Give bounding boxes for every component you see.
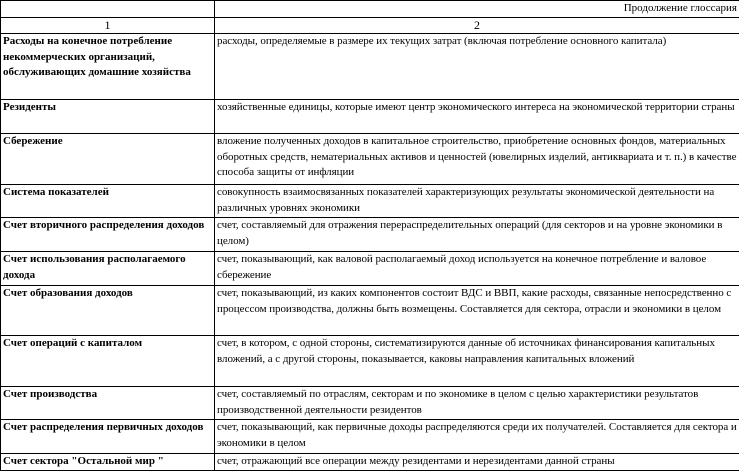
glossary-definition: счет, показывающий, как первичные доходы распределяются среди их получателей. Составляется для сектора и экономики в целом — [215, 420, 739, 454]
column-number-row — [1, 18, 739, 34]
glossary-term: Счет распределения первичных доходов — [1, 420, 215, 454]
glossary-term: Система показателей — [1, 185, 215, 218]
continuation-row — [1, 1, 739, 18]
table-row — [1, 100, 739, 134]
table-row — [1, 218, 739, 252]
glossary-definition: совокупность взаимосвязанных показателей характеризующих результаты экономической деятельности на различных уровнях экономики — [215, 185, 739, 218]
glossary-term: Сбережение — [1, 134, 215, 185]
glossary-definition: вложение полученных доходов в капитальное строительство, приобретение основных фондов, материальных оборотных средств, нематериальных активов и ценностей (ювелирных изделий, антиквариата и т. п.) в качестве способа защиты от инфляции — [215, 134, 739, 185]
column-number-2: 2 — [215, 18, 739, 34]
table-row — [1, 286, 739, 336]
column-number-1: 1 — [1, 18, 215, 34]
table-row — [1, 252, 739, 286]
glossary-definition: счет, показывающий, как валовой располагаемый доход используется на конечное потребление и валовое сбережение — [215, 252, 739, 286]
glossary-definition: счет, показывающий, из каких компонентов состоит ВДС и ВВП, какие расходы, связанные непосредственно с процессом производства, должны быть возмещены. Составляется для сектора, отрасли и экономики в целом — [215, 286, 739, 336]
glossary-definition: счет, составляемый по отраслям, секторам и по экономике в целом с целью характеристики результатов производственной деятельности резидентов — [215, 387, 739, 420]
glossary-definition: хозяйственные единицы, которые имеют центр экономического интереса на экономической территории страны — [215, 100, 739, 134]
continuation-label: Продолжение глоссария — [215, 1, 739, 18]
blank-cell — [1, 1, 215, 18]
glossary-definition: счет, отражающий все операции между резидентами и нерезидентами данной страны — [215, 454, 739, 471]
glossary-term: Счет вторичного распределения доходов — [1, 218, 215, 252]
table-row — [1, 134, 739, 185]
table-row — [1, 387, 739, 420]
glossary-term: Расходы на конечное потребление некоммерческих организаций, обслуживающих домашние хозяйства — [1, 34, 215, 100]
table-row — [1, 454, 739, 471]
glossary-definition: счет, в котором, с одной стороны, систематизируются данные об источниках финансирования капитальных вложений, а с другой стороны, показывается, каковы направления капитальных вложений — [215, 336, 739, 387]
glossary-definition: расходы, определяемые в размере их текущих затрат (включая потребление основного капитала) — [215, 34, 739, 100]
glossary-term: Счет сектора "Остальной мир " — [1, 454, 215, 471]
glossary-term: Счет производства — [1, 387, 215, 420]
glossary-term: Счет образования доходов — [1, 286, 215, 336]
table-row — [1, 420, 739, 454]
glossary-term: Счет использования располагаемого дохода — [1, 252, 215, 286]
table-row — [1, 34, 739, 100]
glossary-term: Счет операций с капиталом — [1, 336, 215, 387]
table-row — [1, 185, 739, 218]
glossary-definition: счет, составляемый для отражения перераспределительных операций (для секторов и на уровне экономики в целом) — [215, 218, 739, 252]
table-row — [1, 336, 739, 387]
glossary-term: Резиденты — [1, 100, 215, 134]
